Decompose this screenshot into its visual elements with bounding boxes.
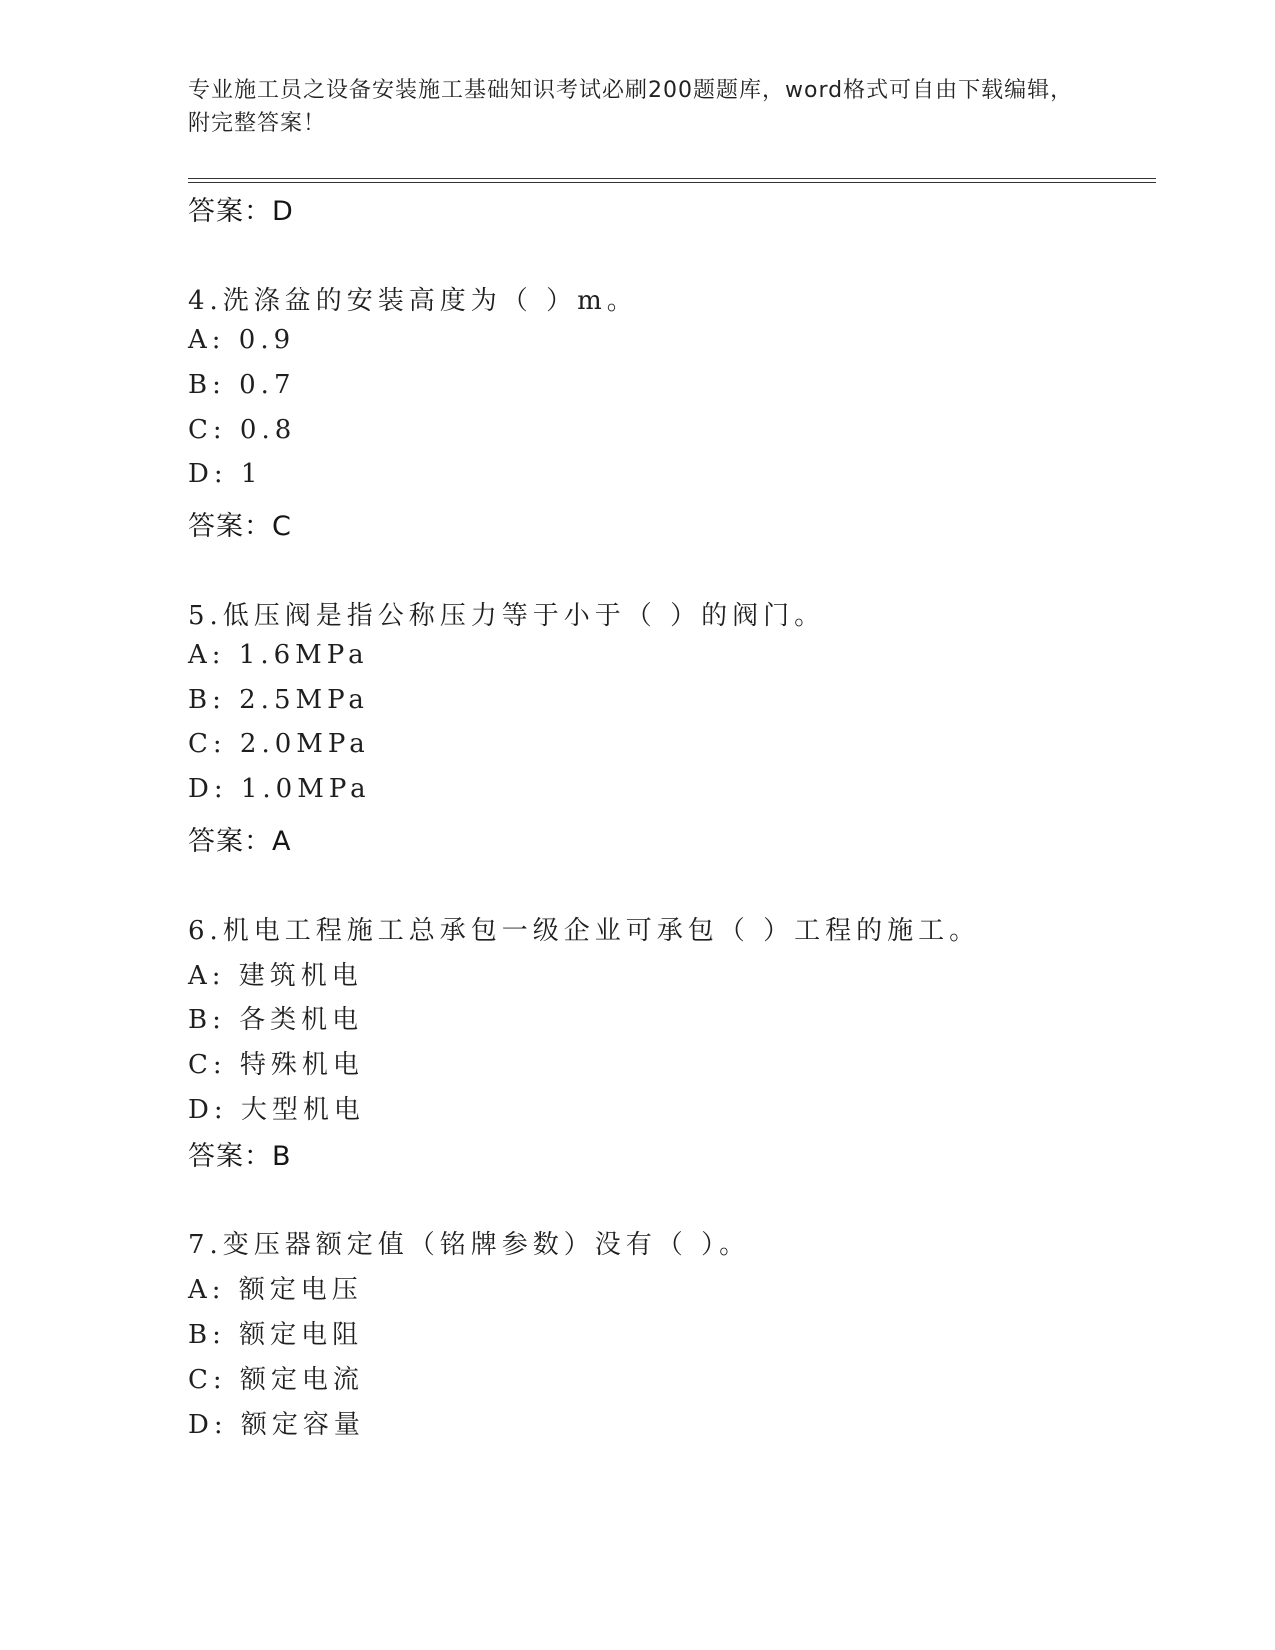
header-divider-bottom (188, 182, 1156, 183)
question-option: A: 建筑机电 (188, 961, 363, 991)
question-stem: 7.变压器额定值（铭牌参数）没有（ ）。 (188, 1230, 751, 1260)
question-option: C: 2.0MPa (188, 729, 370, 759)
question-option: B: 各类机电 (188, 1005, 364, 1035)
question-stem: 4.洗涤盆的安装高度为（ ）m。 (188, 286, 638, 316)
question-answer: 答案：C (188, 511, 292, 542)
question-option: B: 额定电阻 (188, 1320, 364, 1350)
question-option: D: 额定容量 (188, 1410, 365, 1440)
question-option: C: 0.8 (188, 415, 297, 445)
question-option: A: 额定电压 (188, 1275, 363, 1305)
question-option: A: 1.6MPa (188, 640, 369, 670)
question-stem: 6.机电工程施工总承包一级企业可承包（ ）工程的施工。 (188, 916, 981, 946)
question-answer: 答案：A (188, 826, 292, 857)
question-option: B: 2.5MPa (188, 685, 369, 715)
document-header: 专业施工员之设备安装施工基础知识考试必刷200题题库，word格式可自由下载编辑，附完整答案！ (188, 78, 1074, 136)
question-answer: 答案：B (188, 1141, 292, 1172)
question-option: D: 1.0MPa (188, 774, 371, 804)
question-option: C: 额定电流 (188, 1365, 364, 1395)
question-stem: 5.低压阀是指公称压力等于小于（ ）的阀门。 (188, 601, 826, 631)
question-option: B: 0.7 (188, 370, 296, 400)
question-option: D: 大型机电 (188, 1095, 365, 1125)
header-divider-top (188, 178, 1156, 179)
question-option: C: 特殊机电 (188, 1050, 364, 1080)
question-option: A: 0.9 (188, 325, 296, 355)
previous-answer: 答案：D (188, 196, 294, 227)
question-option: D: 1 (188, 459, 263, 489)
